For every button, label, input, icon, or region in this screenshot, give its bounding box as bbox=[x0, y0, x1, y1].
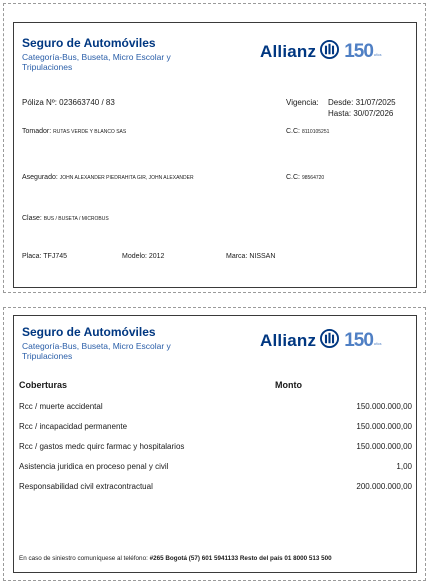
claims-contact-line bbox=[19, 555, 332, 562]
poliza-value: 023663740 / 83 bbox=[59, 98, 115, 107]
coberturas-header: Coberturas bbox=[19, 380, 68, 390]
tomador-value: RUTAS VERDE Y BLANCO SAS bbox=[53, 129, 127, 135]
asegurado-row bbox=[22, 174, 194, 181]
anniversary-suffix: años bbox=[373, 342, 382, 346]
poliza-label: Póliza Nº: bbox=[22, 98, 57, 107]
coverage-label: Asistencia juridica en proceso penal y civil bbox=[19, 462, 169, 471]
card-title: Seguro de Automóviles bbox=[22, 325, 156, 339]
asegurado-cc-row bbox=[286, 174, 324, 181]
asegurado-label: Asegurado: bbox=[22, 174, 58, 181]
coverage-amount: 150.000.000,00 bbox=[356, 422, 412, 431]
asegurado-value: JOHN ALEXANDER PIEDRAHITA GIR, JOHN ALEXANDER bbox=[59, 175, 194, 181]
coverage-label: Rcc / muerte accidental bbox=[19, 402, 103, 411]
coverage-amount: 150.000.000,00 bbox=[356, 402, 412, 411]
tomador-cc-row bbox=[286, 128, 329, 135]
logo-wordmark: Allianz bbox=[260, 331, 317, 350]
marca-field: Marca: NISSAN bbox=[226, 253, 276, 260]
coverage-label: Rcc / incapacidad permanente bbox=[19, 422, 128, 431]
claims-contact-prefix: En caso de siniestro comuníquese al teléfono: bbox=[19, 555, 148, 562]
logo-wordmark: Allianz bbox=[260, 42, 317, 61]
vigencia-desde: Desde: 31/07/2025 bbox=[328, 98, 396, 107]
card-subtitle-line1: Categoría-Bus, Buseta, Micro Escolar y bbox=[22, 341, 171, 351]
monto-header: Monto bbox=[275, 380, 302, 390]
placa-field: Placa: TFJ745 bbox=[22, 253, 68, 260]
claims-contact-numbers: #265 Bogotá (57) 601 5941133 Resto del país 01 8000 513 500 bbox=[149, 555, 332, 562]
vigencia-label: Vigencia: bbox=[286, 98, 319, 107]
modelo-field: Modelo: 2012 bbox=[122, 253, 165, 260]
coverage-amount: 150.000.000,00 bbox=[356, 442, 412, 451]
coverage-label: Responsabilidad civil extracontractual bbox=[19, 482, 153, 491]
coverage-label: Rcc / gastos medc quirc farmac y hospitalarios bbox=[19, 442, 185, 451]
card-subtitle-line2: Tripulaciones bbox=[22, 351, 73, 361]
tomador-cc-value: 8110105251 bbox=[301, 129, 330, 135]
tomador-cc-label: C.C: bbox=[286, 128, 300, 135]
allianz-eagle-icon bbox=[320, 329, 339, 353]
allianz-logo bbox=[260, 329, 381, 353]
anniversary-suffix: años bbox=[373, 53, 382, 57]
policy-card-front bbox=[13, 22, 417, 288]
card-subtitle bbox=[22, 52, 202, 72]
coverage-amount: 200.000.000,00 bbox=[356, 482, 412, 491]
card-subtitle-line1: Categoría-Bus, Buseta, Micro Escolar y bbox=[22, 52, 171, 62]
asegurado-cc-label: C.C: bbox=[286, 174, 300, 181]
clase-value: BUS / BUSETA / MICROBUS bbox=[43, 216, 109, 222]
poliza-row bbox=[22, 98, 115, 107]
allianz-logo bbox=[260, 40, 381, 64]
card-subtitle bbox=[22, 341, 202, 361]
coverage-card-back bbox=[13, 315, 417, 573]
anniversary-150-mark: 150 bbox=[344, 330, 373, 351]
card-subtitle-line2: Tripulaciones bbox=[22, 62, 73, 72]
vigencia-hasta: Hasta: 30/07/2026 bbox=[328, 109, 394, 118]
card-title: Seguro de Automóviles bbox=[22, 36, 156, 50]
allianz-eagle-icon bbox=[320, 40, 339, 64]
tomador-label: Tomador: bbox=[22, 128, 52, 135]
asegurado-cc-value: 98564720 bbox=[301, 175, 325, 181]
tomador-row bbox=[22, 128, 126, 135]
clase-label: Clase: bbox=[22, 215, 42, 222]
clase-row bbox=[22, 215, 109, 222]
coverage-amount: 1,00 bbox=[396, 462, 412, 471]
anniversary-150-mark: 150 bbox=[344, 41, 373, 62]
